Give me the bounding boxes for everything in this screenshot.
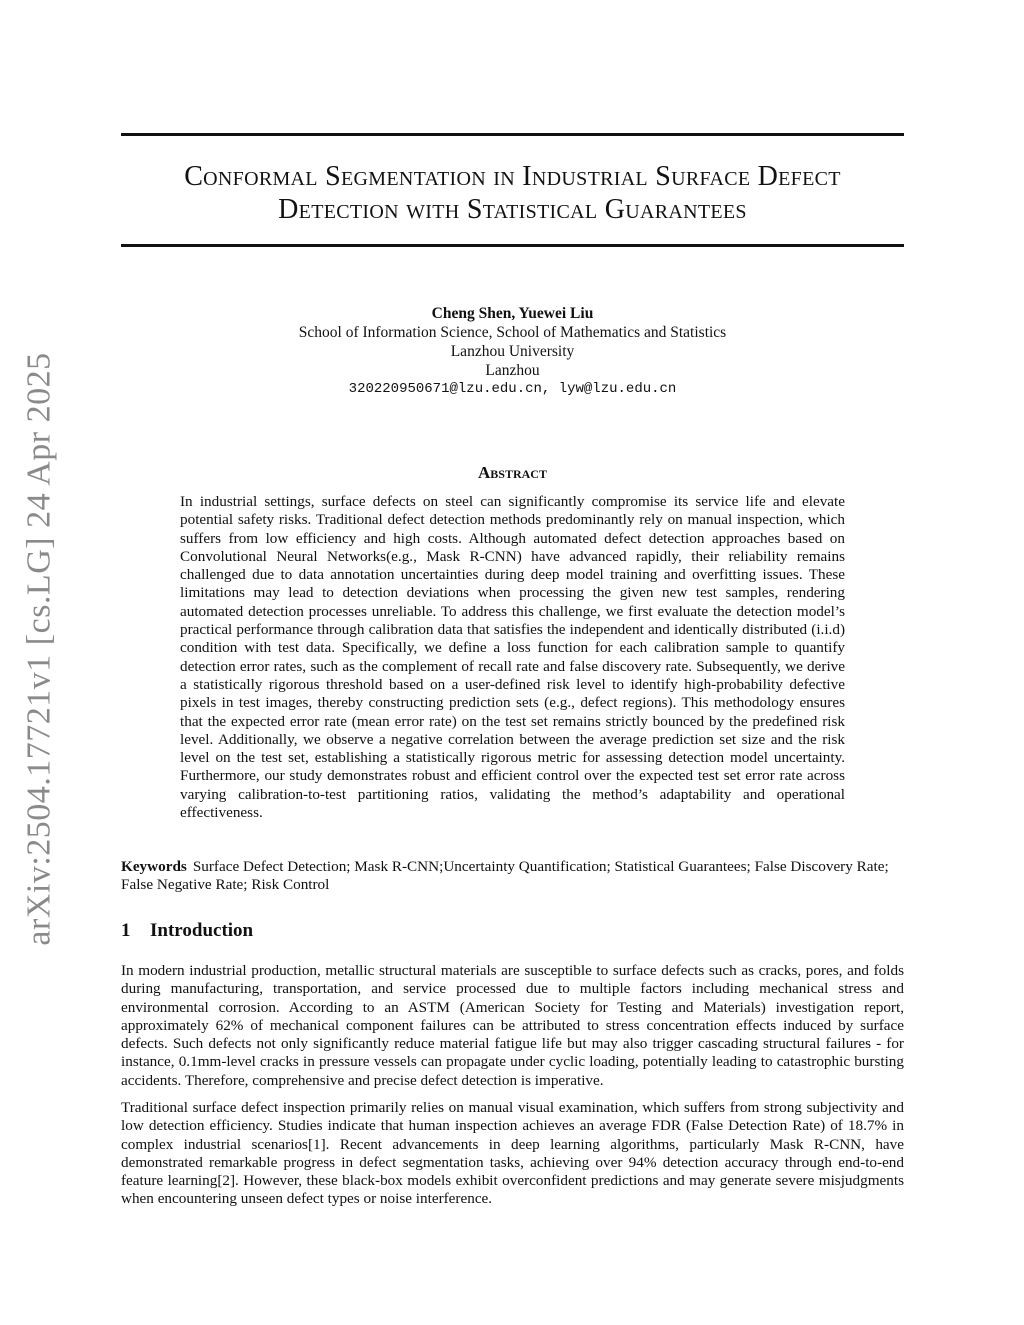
paper-title: Conformal Segmentation in Industrial Surface Defect Detection with Statistical Guarantees xyxy=(184,161,841,225)
author-names: Cheng Shen, Yuewei Liu xyxy=(431,305,594,322)
intro-paragraph-1: In modern industrial production, metallic structural materials are susceptible to surface defects such as cracks, pores, and folds during manufacturing, transportation, and service processed due to multiple factors including mechanical stress and environmental corrosion. According to an ASTM (American Society for Testing and Materials) investigation report, approximately 62% of mechanical component failures can be attributed to stress concentration effects induced by surface defects. Such defects not only significantly reduce material fatigue life but may also trigger cascading structural failures - for instance, 0.1mm-level cracks in pressure vessels can propagate under cyclic loading, potentially leading to catastrophic bursting accidents. Therefore, comprehensive and precise defect detection is imperative. xyxy=(121,962,904,1089)
author-block xyxy=(121,304,904,399)
intro-paragraph-2: Traditional surface defect inspection primarily relies on manual visual examination, which suffers from strong subjectivity and low detection efficiency. Studies indicate that human inspection achieves an average FDR (False Detection Rate) of 18.7% in complex industrial scenarios[1]. Recent advancements in deep learning algorithms, particularly Mask R-CNN, have demonstrated remarkable progress in defect segmentation tasks, achieving over 94% detection accuracy through end-to-end feature learning[2]. However, these black-box models exhibit overconfident predictions and may generate severe misjudgments when encountering unseen defect types or noise interference. xyxy=(121,1099,904,1208)
keywords xyxy=(121,858,904,895)
section-heading-introduction xyxy=(121,920,253,942)
affiliation-line-3: Lanzhou xyxy=(485,362,540,379)
abstract-text: In industrial settings, surface defects on steel can significantly compromise its service life and elevate potential safety risks. Traditional defect detection methods predominantly rely on manual inspection, which suffers from low efficiency and high costs. Although automated defect detection approaches based on Convolutional Neural Networks(e.g., Mask R-CNN) have advanced rapidly, their reliability remains challenged due to data annotation uncertainties during deep model training and overfitting issues. These limitations may lead to detection deviations when processing the given new test samples, rendering automated detection processes unreliable. To address this challenge, we first evaluate the detection model’s practical performance through calibration data that satisfies the independent and identically distributed (i.i.d) condition with test data. Specifically, we define a loss function for each calibration sample to quantify detection error rates, such as the complement of recall rate and false discovery rate. Subsequently, we derive a statistically rigorous threshold based on a user-defined risk level to identify high-probability defective pixels in test images, thereby constructing prediction sets (e.g., defect regions). This methodology ensures that the expected error rate (mean error rate) on the test set remains strictly bounced by the predefined risk level. Additionally, we observe a negative correlation between the average prediction set size and the risk level on the test set, establishing a statistically rigorous metric for assessing detection model uncertainty. Furthermore, our study demonstrates robust and efficient control over the expected test set error rate across varying calibration-to-test partitioning ratios, validating the method’s adaptability and operational effectiveness. xyxy=(180,493,845,822)
author-emails: 320220950671@lzu.edu.cn, lyw@lzu.edu.cn xyxy=(348,381,677,397)
section-title: Introduction xyxy=(150,920,254,941)
keywords-label: Keywords xyxy=(121,858,187,875)
affiliation-line-2: Lanzhou University xyxy=(450,343,575,360)
section-number: 1 xyxy=(121,920,131,941)
abstract-heading: Abstract xyxy=(478,463,547,482)
keywords-text: Surface Defect Detection; Mask R-CNN;Uncertainty Quantification; Statistical Guarantees; False Discovery Rate; False Negative Rate; Risk Control xyxy=(121,858,889,894)
affiliation-line-1: School of Information Science, School of Mathematics and Statistics xyxy=(298,324,727,341)
title-rule-bottom xyxy=(121,244,904,247)
arxiv-identifier xyxy=(17,354,63,944)
arxiv-identifier-text: arXiv:2504.17721v1 [cs.LG] 24 Apr 2025 xyxy=(21,352,58,946)
title-rule-top xyxy=(121,133,904,136)
